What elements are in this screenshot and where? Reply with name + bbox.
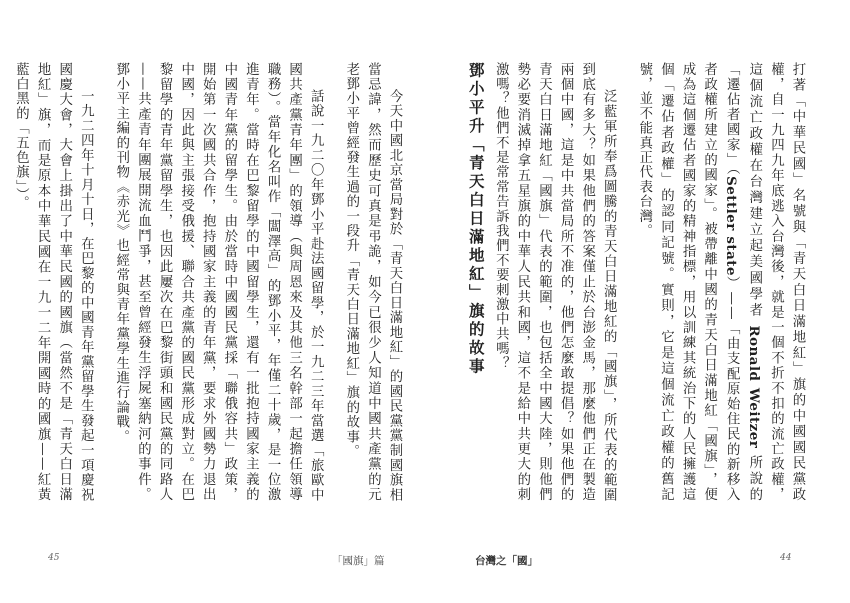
- paragraph-gap: [326, 62, 340, 502]
- paragraph-gap: [619, 62, 633, 502]
- intro-text-3: ）——「由支配原始住民的新移入者政權所建立的國家」。被帶離中國的青天白日滿地紅「國旗」，便成為這個遷佔者國家的精神指標，用以訓練其統治下的人民擁護這個「遷佔者政權」的認同記號。實則，它是這個流亡政權的舊記號，並不能真正代表台灣。: [636, 62, 740, 502]
- page-number-right: 44: [780, 553, 792, 563]
- settler-state-term: Settler state: [723, 176, 740, 276]
- second-paragraph: 泛藍軍所奉爲圖騰的青天白日滿地紅的「國旗」，所代表的範圍到底有多大？如果他們的答案僅止於台澎金馬，那麼他們正在製造兩個中國，這是中共當局所不准的，他們怎麼敢提倡？如果他們的青天白日滿地紅「國旗」代表的範圍，也包括全中國大陸，則他們勢必要消滅掉拿五星旗的中華人民共和國，這不是給中共更大的刺激嗎？他們不是常常告訴我們不要刺激中共嗎？: [493, 62, 617, 502]
- running-header-right: 台灣之「國」: [475, 555, 538, 567]
- right-page-body: [466, 62, 808, 502]
- section-heading: 鄧小平升「青天白日滿地紅」旗的故事: [466, 62, 485, 377]
- intro-paragraph: [633, 62, 808, 502]
- running-header-left: 「國旗」篇: [332, 555, 385, 567]
- intro-text-2: 所說的「遷佔者國家」（: [724, 62, 762, 502]
- left-page-body: [13, 62, 405, 502]
- intro-text-1: 打著「中華民國」名號與「青天白日滿地紅」旗的中國國民黨政權，自一九四九年底逃入台灣後，就是一個不折不扣的流亡政權，這個流亡政權在台灣建立起美國學者: [746, 62, 805, 502]
- paragraph-2: 話說一九二〇年鄧小平赴法國留學，於一九二三年當選「旅歐中國共產黨青年團」的領導（與周恩來及其他三名幹部一起擔任領導職務）。當年化名叫作「闆澤高」的鄧小平，年僅二十歲，是一位激進青年。當時在巴黎留學的中國留學生，還有一批抱持國家主義的中國青年黨的留學生。由於當時中國國民黨採「聯俄容共」政策，開始第一次國共合作，抱持國家主義的青年黨，要求外國勢力退出中國，因此與主張接受俄援、聯合共產黨的國民黨形成對立。在巴黎留學的青年黨留學生，也因此屢次在巴黎街頭和國民黨的同路人——共產青年團展開流血鬥爭，甚至曾經發生浮屍塞納河的事件。鄧小平主編的刊物《赤光》也經常與青年黨學生進行論戰。: [113, 62, 324, 502]
- right-page: [425, 0, 850, 603]
- page-number-left: 45: [48, 553, 60, 563]
- paragraph-gap: [96, 62, 110, 502]
- scholar-name: Ronald Weitzer: [745, 325, 762, 449]
- paragraph-1: 今天中國北京當局對於「青天白日滿地紅」的國民黨黨制國旗相當忌諱，然而歷史可真是弔詭，如今已很少人知道中國共產黨的元老鄧小平曾經發生過的一段升「青天白日滿地紅」旗的故事。: [343, 62, 402, 502]
- paragraph-3: 一九二四年十月十日，在巴黎的中國青年黨留學生發起一項慶祝國慶大會，大會上掛出了中華民國的國旗（當然不是「青天白日滿地紅」旗，而是原本中華民國在一九一二年開國時的國旗——紅黃藍白黑的「五色旗」）。: [13, 62, 94, 502]
